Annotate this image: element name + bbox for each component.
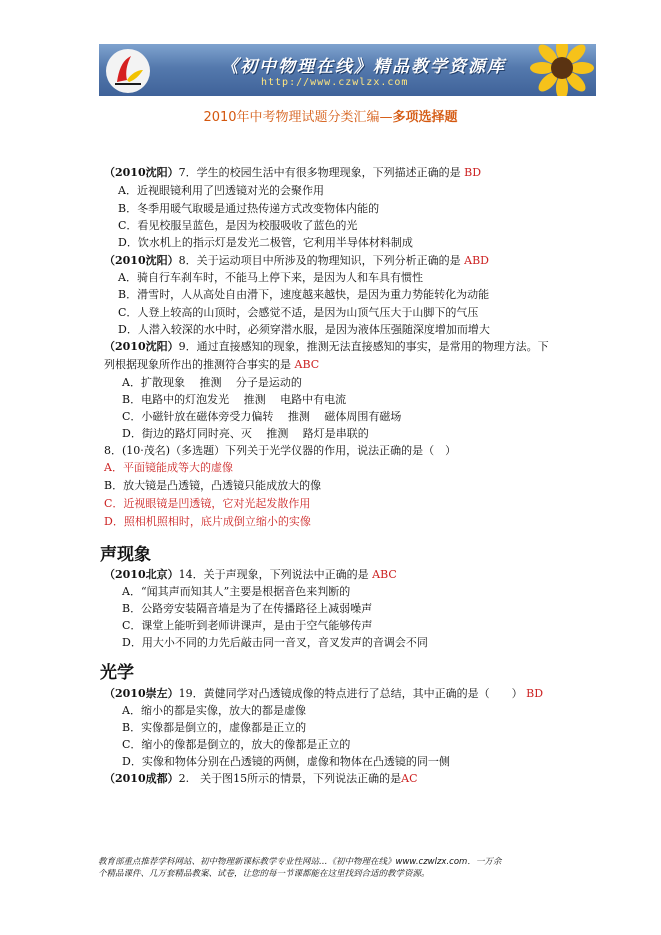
option: A．缩小的都是实像，放大的都是虚像	[122, 704, 306, 717]
answer: BD	[464, 166, 482, 179]
option: B．冬季用暖气取暖是通过热传递方式改变物体内能的	[118, 202, 380, 215]
question-14	[104, 568, 397, 582]
question-text: 7．学生的校园生活中有很多物理现象，下列描述正确的是	[178, 166, 461, 179]
option: B．电路中的灯泡发光 推测 电路中有电流	[122, 393, 347, 406]
option: D．实像和物体分别在凸透镜的两侧，虚像和物体在凸透镜的同一侧	[122, 755, 450, 768]
question-19	[104, 687, 543, 701]
source-tag: （2010沈阳）	[104, 340, 179, 353]
question-2	[104, 772, 418, 786]
option-highlighted: A．平面镜能成等大的虚像	[104, 461, 233, 474]
question-text: 19．黄健同学对凸透镜成像的特点进行了总结，其中正确的是（ ）	[178, 687, 523, 700]
section-heading-sound: 声现象	[100, 545, 151, 565]
section-heading-optics: 光学	[100, 663, 134, 683]
source-tag: （2010沈阳）	[104, 166, 179, 179]
answer: ABD	[464, 254, 489, 267]
option-highlighted: D．照相机照相时，底片成倒立缩小的实像	[104, 515, 311, 528]
answer: AC	[401, 772, 418, 785]
source-tag: （2010成都）	[104, 772, 179, 785]
title-prefix: 2010年中考物理试题分类汇编—	[203, 110, 393, 125]
option: C．人登上较高的山顶时，会感觉不适，是因为山顶气压大于山脚下的气压	[118, 306, 479, 319]
sunflower-icon	[524, 44, 594, 96]
question-text: 8．关于运动项目中所涉及的物理知识，下列分析正确的是	[178, 254, 461, 267]
option: D．饮水机上的指示灯是发光二极管，它利用半导体材料制成	[118, 236, 413, 249]
header-banner	[99, 44, 596, 96]
question-7	[104, 166, 481, 180]
banner-url[interactable]: http://www.czwlzx.com	[261, 77, 409, 88]
question-8	[104, 254, 489, 268]
question-9	[104, 340, 549, 354]
option: B．放大镜是凸透镜，凸透镜只能成放大的像	[104, 479, 322, 492]
answer: ABC	[372, 568, 397, 581]
option: D．街边的路灯同时亮、灭 推测 路灯是串联的	[122, 427, 369, 440]
answer: ABC	[294, 358, 320, 371]
option: B．滑雪时，人从高处自由滑下，速度越来越快，是因为重力势能转化为动能	[118, 288, 490, 301]
page-footer	[98, 856, 598, 880]
option: D．用大小不同的力先后敲击同一音叉，音叉发声的音调会不同	[122, 636, 428, 649]
question-text: 14．关于声现象，下列说法中正确的是	[178, 568, 369, 581]
option: C．课堂上能听到老师讲课声，是由于空气能够传声	[122, 619, 373, 632]
option: C．小磁针放在磁体旁受力偏转 推测 磁体周围有磁场	[122, 410, 402, 423]
source-tag: （2010北京）	[104, 568, 179, 581]
footer-line-2: 个精品课件、几万套精品教案、试卷，让您的每一节课都能在这里找到合适的教学资源。	[98, 869, 430, 879]
option: D．人潜入较深的水中时，必须穿潜水服，是因为液体压强随深度增加而增大	[118, 323, 490, 336]
question-text: 2. 关于图15所示的情景，下列说法正确的是	[178, 772, 402, 785]
option: C．看见校服呈蓝色，是因为校服吸收了蓝色的光	[118, 219, 358, 232]
answer: BD	[526, 687, 544, 700]
source-tag: （2010崇左）	[104, 687, 179, 700]
site-logo-icon	[105, 48, 151, 94]
question-8-maoming: 8．(10·茂名)（多选题）下列关于光学仪器的作用，说法正确的是（ ）	[104, 444, 457, 457]
option: A．扩散现象 推测 分子是运动的	[122, 376, 302, 389]
option: A．近视眼镜利用了凹透镜对光的会聚作用	[118, 184, 324, 197]
question-text: 列根据现象所作出的推测符合事实的是	[104, 358, 291, 371]
question-text: 9．通过直接感知的现象，推测无法直接感知的事实，是常用的物理方法。下	[178, 340, 549, 353]
option: B．公路旁安装隔音墙是为了在传播路径上减弱噪声	[122, 602, 373, 615]
question-9-cont	[104, 358, 319, 372]
title-strong: 多项选择题	[392, 110, 458, 125]
document-title	[0, 106, 661, 125]
option: C．缩小的像都是倒立的，放大的像都是正立的	[122, 738, 351, 751]
footer-line-1: 教育部重点推荐学科网站、初中物理新课标教学专业性网站…《初中物理在线》www.czwlzx.com．一万余	[98, 857, 502, 867]
option: A．骑自行车刹车时，不能马上停下来，是因为人和车具有惯性	[118, 271, 423, 284]
option-highlighted: C．近视眼镜是凹透镜，它对光起发散作用	[104, 497, 311, 510]
banner-title: 《初中物理在线》精品教学资源库	[221, 57, 506, 77]
option: A．“闻其声而知其人”主要是根据音色来判断的	[122, 585, 351, 598]
source-tag: （2010沈阳）	[104, 254, 179, 267]
option: B．实像都是倒立的，虚像都是正立的	[122, 721, 307, 734]
